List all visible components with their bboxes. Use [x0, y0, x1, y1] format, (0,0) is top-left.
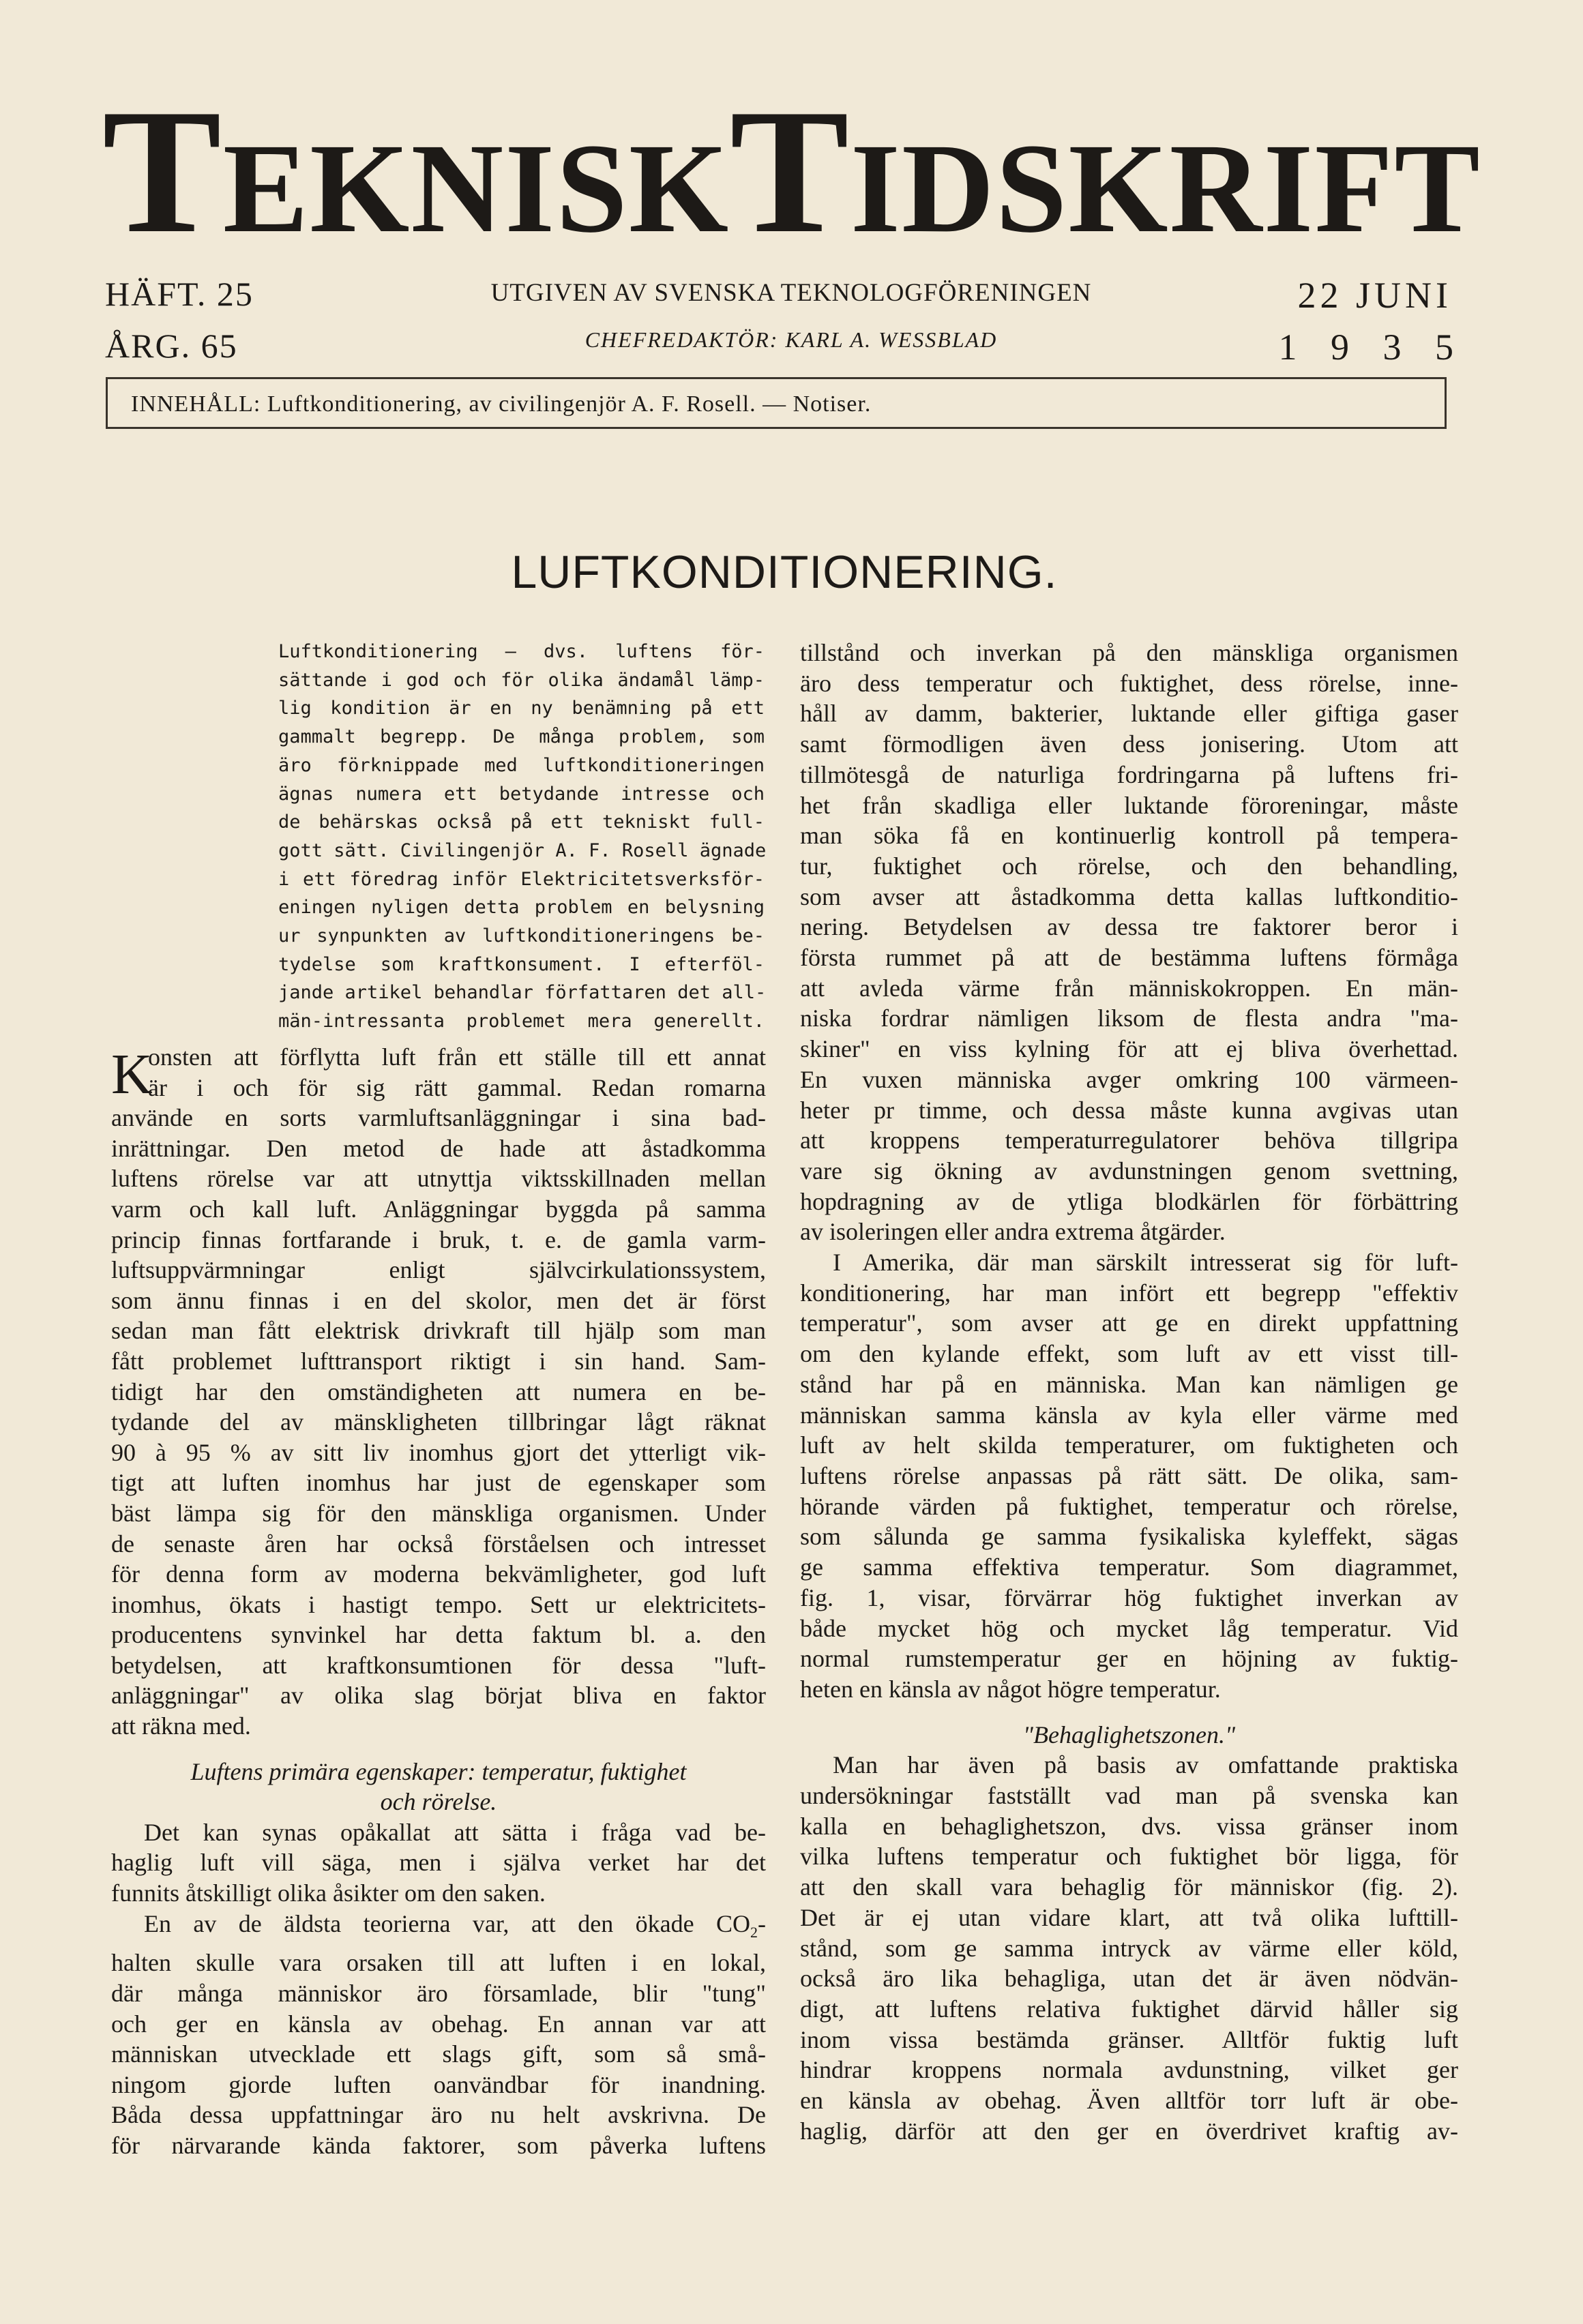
text-line: halten skulle vara orsaken till att luften i en lokal, — [111, 1949, 766, 1977]
text-line: första rummet på att de bestämma luftens förmåga — [800, 944, 1458, 972]
text-line: man söka få en kontinuerlig kontroll på tempera- — [800, 822, 1458, 850]
text-line: fig. 1, visar, förvärrar hög fuktighet inverkan av — [800, 1583, 1458, 1611]
text-line: jande artikel behandlar författaren det all- — [278, 982, 767, 1004]
text-line: haglig, därför att den ger en överdrivet kraftig av- — [800, 2117, 1458, 2145]
masthead-initial-2: T — [730, 72, 850, 270]
text-line: Båda dessa uppfattningar äro nu helt avskrivna. De — [111, 2101, 766, 2129]
subheading-primary-properties: Luftens primära egenskaper: temperatur, fuktighet — [190, 1757, 687, 1785]
masthead-initial-1: T — [102, 72, 223, 270]
issue-year: 1 9 3 5 — [1278, 327, 1466, 368]
masthead-word-1: EKNISK — [222, 117, 730, 259]
co2-subscript: 2 — [750, 1923, 758, 1941]
text-line: att den skall vara behaglig för människor (fig. 2). — [800, 1873, 1458, 1901]
text-line: samt förmodligen även dess jonisering. Utom att — [800, 730, 1458, 758]
text-line-co2 — [111, 1909, 766, 1948]
text-line: inomhus, ökats i hastigt tempo. Sett ur elektricitets- — [111, 1590, 766, 1618]
text-line: för närvarande kända faktorer, som påverka luftens — [111, 2131, 766, 2159]
right-paragraph-3 — [800, 1750, 1458, 2146]
text-line: nering. Betydelsen av dessa tre faktorer beror i — [800, 913, 1458, 941]
text-line: inrättningar. Den metod de hade att åstadkomma — [111, 1134, 766, 1162]
text-line: sedan man fått elektrisk drivkraft till hjälp som man — [111, 1317, 766, 1345]
text-line: stånd har på en människa. Man kan nämligen ge — [800, 1370, 1458, 1398]
text-line: temperatur", som avser att ge en direkt uppfattning — [800, 1309, 1458, 1337]
text-line: de senaste åren har också förståelsen och intresset — [111, 1530, 766, 1558]
text-line: som avser att åstadkomma detta kallas luftkonditio- — [800, 882, 1458, 910]
left-paragraph-1 — [111, 1103, 766, 1741]
text-line: princip finnas fortfarande i bruk, t. e. de gamla varm- — [111, 1225, 766, 1253]
publisher-line: UTGIVEN AV SVENSKA TEKNOLOGFÖRENINGEN — [490, 279, 1092, 307]
text-line: både mycket hög och mycket låg temperatur. Vid — [800, 1614, 1458, 1642]
text-line: där många människor äro församlade, blir "tung" — [111, 1980, 766, 2007]
text-line: Man har även på basis av omfattande praktiska — [833, 1751, 1458, 1779]
text-line: äro förknippade med luftkonditioneringen — [278, 754, 765, 776]
text-line: och ger en känsla av obehag. En annan var att — [111, 2010, 766, 2038]
right-column — [800, 638, 1458, 2146]
text-line: tillstånd och inverkan på den mänskliga organismen — [800, 639, 1458, 666]
text-line: inom vissa bestämda gränser. Alltför fuktig luft — [800, 2025, 1458, 2053]
subheading-comfort-zone: "Behaglighetszonen." — [1022, 1720, 1236, 1748]
text-line: onsten att förflytta luft från ett ställe till ett annat — [148, 1043, 766, 1071]
text-line: tydande del av mänskligheten tillbringar lågt räknat — [111, 1408, 766, 1436]
text-line: män-intressanta problemet mera generellt. — [278, 1011, 765, 1032]
text-line: håll av damm, bakterier, luktande eller giftiga gaser — [800, 700, 1458, 728]
text-line: tur, fuktighet och rörelse, och den behandling, — [800, 852, 1458, 880]
masthead-word-2: IDSKRIFT — [850, 117, 1481, 259]
text-line: en känsla av obehag. Även alltför torr luft är obe- — [800, 2087, 1458, 2115]
text-line: En vuxen människa avger omkring 100 värmeen- — [800, 1065, 1458, 1093]
text-line: vilka luftens temperatur och fuktighet bör ligga, för — [800, 1843, 1458, 1871]
text-line: vare sig ökning av avdunstningen genom svettning, — [800, 1157, 1458, 1185]
masthead-title — [102, 72, 1481, 270]
co2-text: En av de äldsta teorierna var, att den ökade CO — [144, 1909, 750, 1937]
text-line: skiner" en viss kylning för att ej bliva överhettad. — [800, 1035, 1458, 1063]
text-line: fått problemet lufttransport riktigt i sin hand. Sam- — [111, 1347, 766, 1375]
text-line: I Amerika, där man särskilt intresserat sig för luft- — [833, 1249, 1458, 1277]
text-line: heten en känsla av något högre temperatur. — [800, 1675, 1221, 1703]
article-title: LUFTKONDITIONERING. — [511, 546, 1058, 598]
text-line: eningen nyligen detta problem en belysning — [278, 897, 765, 919]
text-line: 90 à 95 % av sitt liv inomhus gjort det ytterligt vik- — [111, 1438, 766, 1466]
text-line: niska fordrar nämligen liksom de flesta andra "ma- — [800, 1004, 1458, 1032]
contents-box — [106, 377, 1447, 429]
text-line: människan samma känsla av kyla eller värme med — [800, 1401, 1458, 1429]
text-line: om den kylande effekt, som luft av ett visst till- — [800, 1340, 1458, 1368]
text-line: också äro lika behagliga, utan det är även nödvän- — [800, 1965, 1458, 1993]
issue-date: 22 JUNI — [1297, 275, 1452, 316]
text-line: tillmötesgå de naturliga fordringarna på luftens fri- — [800, 760, 1458, 788]
text-line: stånd, som ge samma intryck av värme eller köld, — [800, 1934, 1458, 1962]
left-paragraph-2 — [111, 1817, 766, 1909]
right-paragraph-1 — [800, 638, 1458, 1247]
text-line: Luftkonditionering — dvs. luftens för- — [278, 641, 765, 662]
left-column — [111, 1042, 766, 2161]
text-line: använde en sorts varmluftsanläggningar i sina bad- — [111, 1104, 766, 1132]
text-line: anläggningar" av olika slag börjat bliva en faktor — [111, 1682, 766, 1710]
intro-note — [278, 638, 765, 1036]
text-line: människan utvecklade ett slags gift, som så små- — [111, 2040, 766, 2068]
text-line: tigt att luften inomhus har just de egenskaper som — [111, 1469, 766, 1497]
co2-hyphen: - — [758, 1909, 766, 1937]
text-line: hindrar kroppens normala avdunstning, vilket ger — [800, 2056, 1458, 2084]
text-line: betydelsen, att kraftkonsumtionen för dessa "luft- — [111, 1651, 766, 1679]
text-line: producentens synvinkel har detta faktum bl. a. den — [111, 1621, 766, 1649]
text-line: som ännu finnas i en del skolor, men det är först — [111, 1286, 766, 1314]
text-line: lig kondition är en ny benämning på ett — [278, 698, 765, 719]
text-line: undersökningar fastställt vad man på svenska kan — [800, 1782, 1458, 1810]
text-line: Det är ej utan vidare klart, att två olika lufttill- — [800, 1903, 1458, 1931]
text-line: för denna form av moderna bekvämligheter, god luft — [111, 1560, 766, 1588]
volume-number: ÅRG. 65 — [105, 327, 238, 365]
text-line: att räkna med. — [111, 1712, 251, 1740]
dropcap-letter: K — [111, 1043, 153, 1106]
text-line: hopdragning av de ytliga blodkärlen för förbättring — [800, 1187, 1458, 1215]
text-line: som sålunda ge samma fysikaliska kyleffekt, sägas — [800, 1523, 1458, 1551]
text-line: luftens rörelse anpassas på rätt sätt. De olika, sam- — [800, 1461, 1458, 1489]
right-paragraph-2 — [800, 1247, 1458, 1705]
text-line: sättande i god och för olika ändamål lämp- — [278, 669, 765, 691]
text-line: ägnas numera ett betydande intresse och — [278, 783, 765, 805]
text-line: gott sätt. Civilingenjör A. F. Rosell ägnade — [278, 839, 767, 861]
text-line: bäst lämpa sig för den mänskliga organismen. Under — [111, 1499, 766, 1527]
text-line: gammalt begrepp. De många problem, som — [278, 726, 765, 748]
text-line: Det kan synas opåkallat att sätta i fråga vad be- — [144, 1818, 766, 1846]
left-paragraph-3 — [111, 1948, 766, 2160]
text-line: av isoleringen eller andra extrema åtgärder. — [800, 1218, 1226, 1246]
text-line: de behärskas också på ett tekniskt full- — [278, 811, 765, 833]
text-line: kalla en behaglighetszon, dvs. vissa gränser inom — [800, 1812, 1458, 1840]
text-line: är i och för sig rätt gammal. Redan romarna — [148, 1073, 766, 1101]
editor-line: CHEFREDAKTÖR: KARL A. WESSBLAD — [585, 327, 998, 352]
text-line: ge samma effektiva temperatur. Som diagrammet, — [800, 1553, 1458, 1581]
text-line: hörande värden på fuktighet, temperatur och rörelse, — [800, 1492, 1458, 1520]
dropcap-paragraph — [111, 1042, 766, 1106]
issue-number: HÄFT. 25 — [105, 275, 254, 313]
text-line: tydelse som kraftkonsument. I efterföl- — [278, 953, 765, 975]
text-line: luftens rörelse var att utnyttja viktsskillnaden mellan — [111, 1165, 766, 1193]
text-line: ur synpunkten av luftkonditioneringens be- — [278, 925, 765, 947]
text-line: att kroppens temperaturregulatorer behöva tillgripa — [800, 1127, 1458, 1154]
text-line: funnits åtskilligt olika åsikter om den saken. — [111, 1879, 546, 1907]
text-line: heter pr timme, och dessa måste kunna avgivas utan — [800, 1096, 1458, 1124]
text-line: tidigt har den omständigheten att numera en be- — [111, 1377, 766, 1405]
subheading-primary-properties-cont: och rörelse. — [380, 1788, 497, 1816]
text-line: luft av helt skilda temperaturer, om fuktigheten och — [800, 1431, 1458, 1459]
text-line: konditionering, har man infört ett begrepp "effektiv — [800, 1279, 1458, 1307]
text-line: normal rumstemperatur ger en höjning av fuktig- — [800, 1645, 1458, 1673]
text-line: i ett föredrag inför Elektricitetsverksför- — [278, 868, 765, 890]
text-line: het från skadliga eller luktande föroreningar, måste — [800, 791, 1458, 819]
text-line: varm och kall luft. Anläggningar byggda på samma — [111, 1195, 766, 1223]
text-line: haglig luft vill säga, men i själva verket har det — [111, 1849, 766, 1877]
text-line: digt, att luftens relativa fuktighet därvid håller sig — [800, 1995, 1458, 2023]
text-line: äro dess temperatur och fuktighet, dess rörelse, inne- — [800, 669, 1458, 697]
text-line: ningom gjorde luften oanvändbar för inandning. — [111, 2070, 766, 2098]
contents-text: INNEHÅLL: Luftkonditionering, av civilingenjör A. F. Rosell. — Notiser. — [131, 391, 872, 417]
text-line: att avleda värme från människokroppen. En män- — [800, 974, 1458, 1002]
text-line: luftsuppvärmningar enligt självcirkulationssystem, — [111, 1256, 766, 1284]
